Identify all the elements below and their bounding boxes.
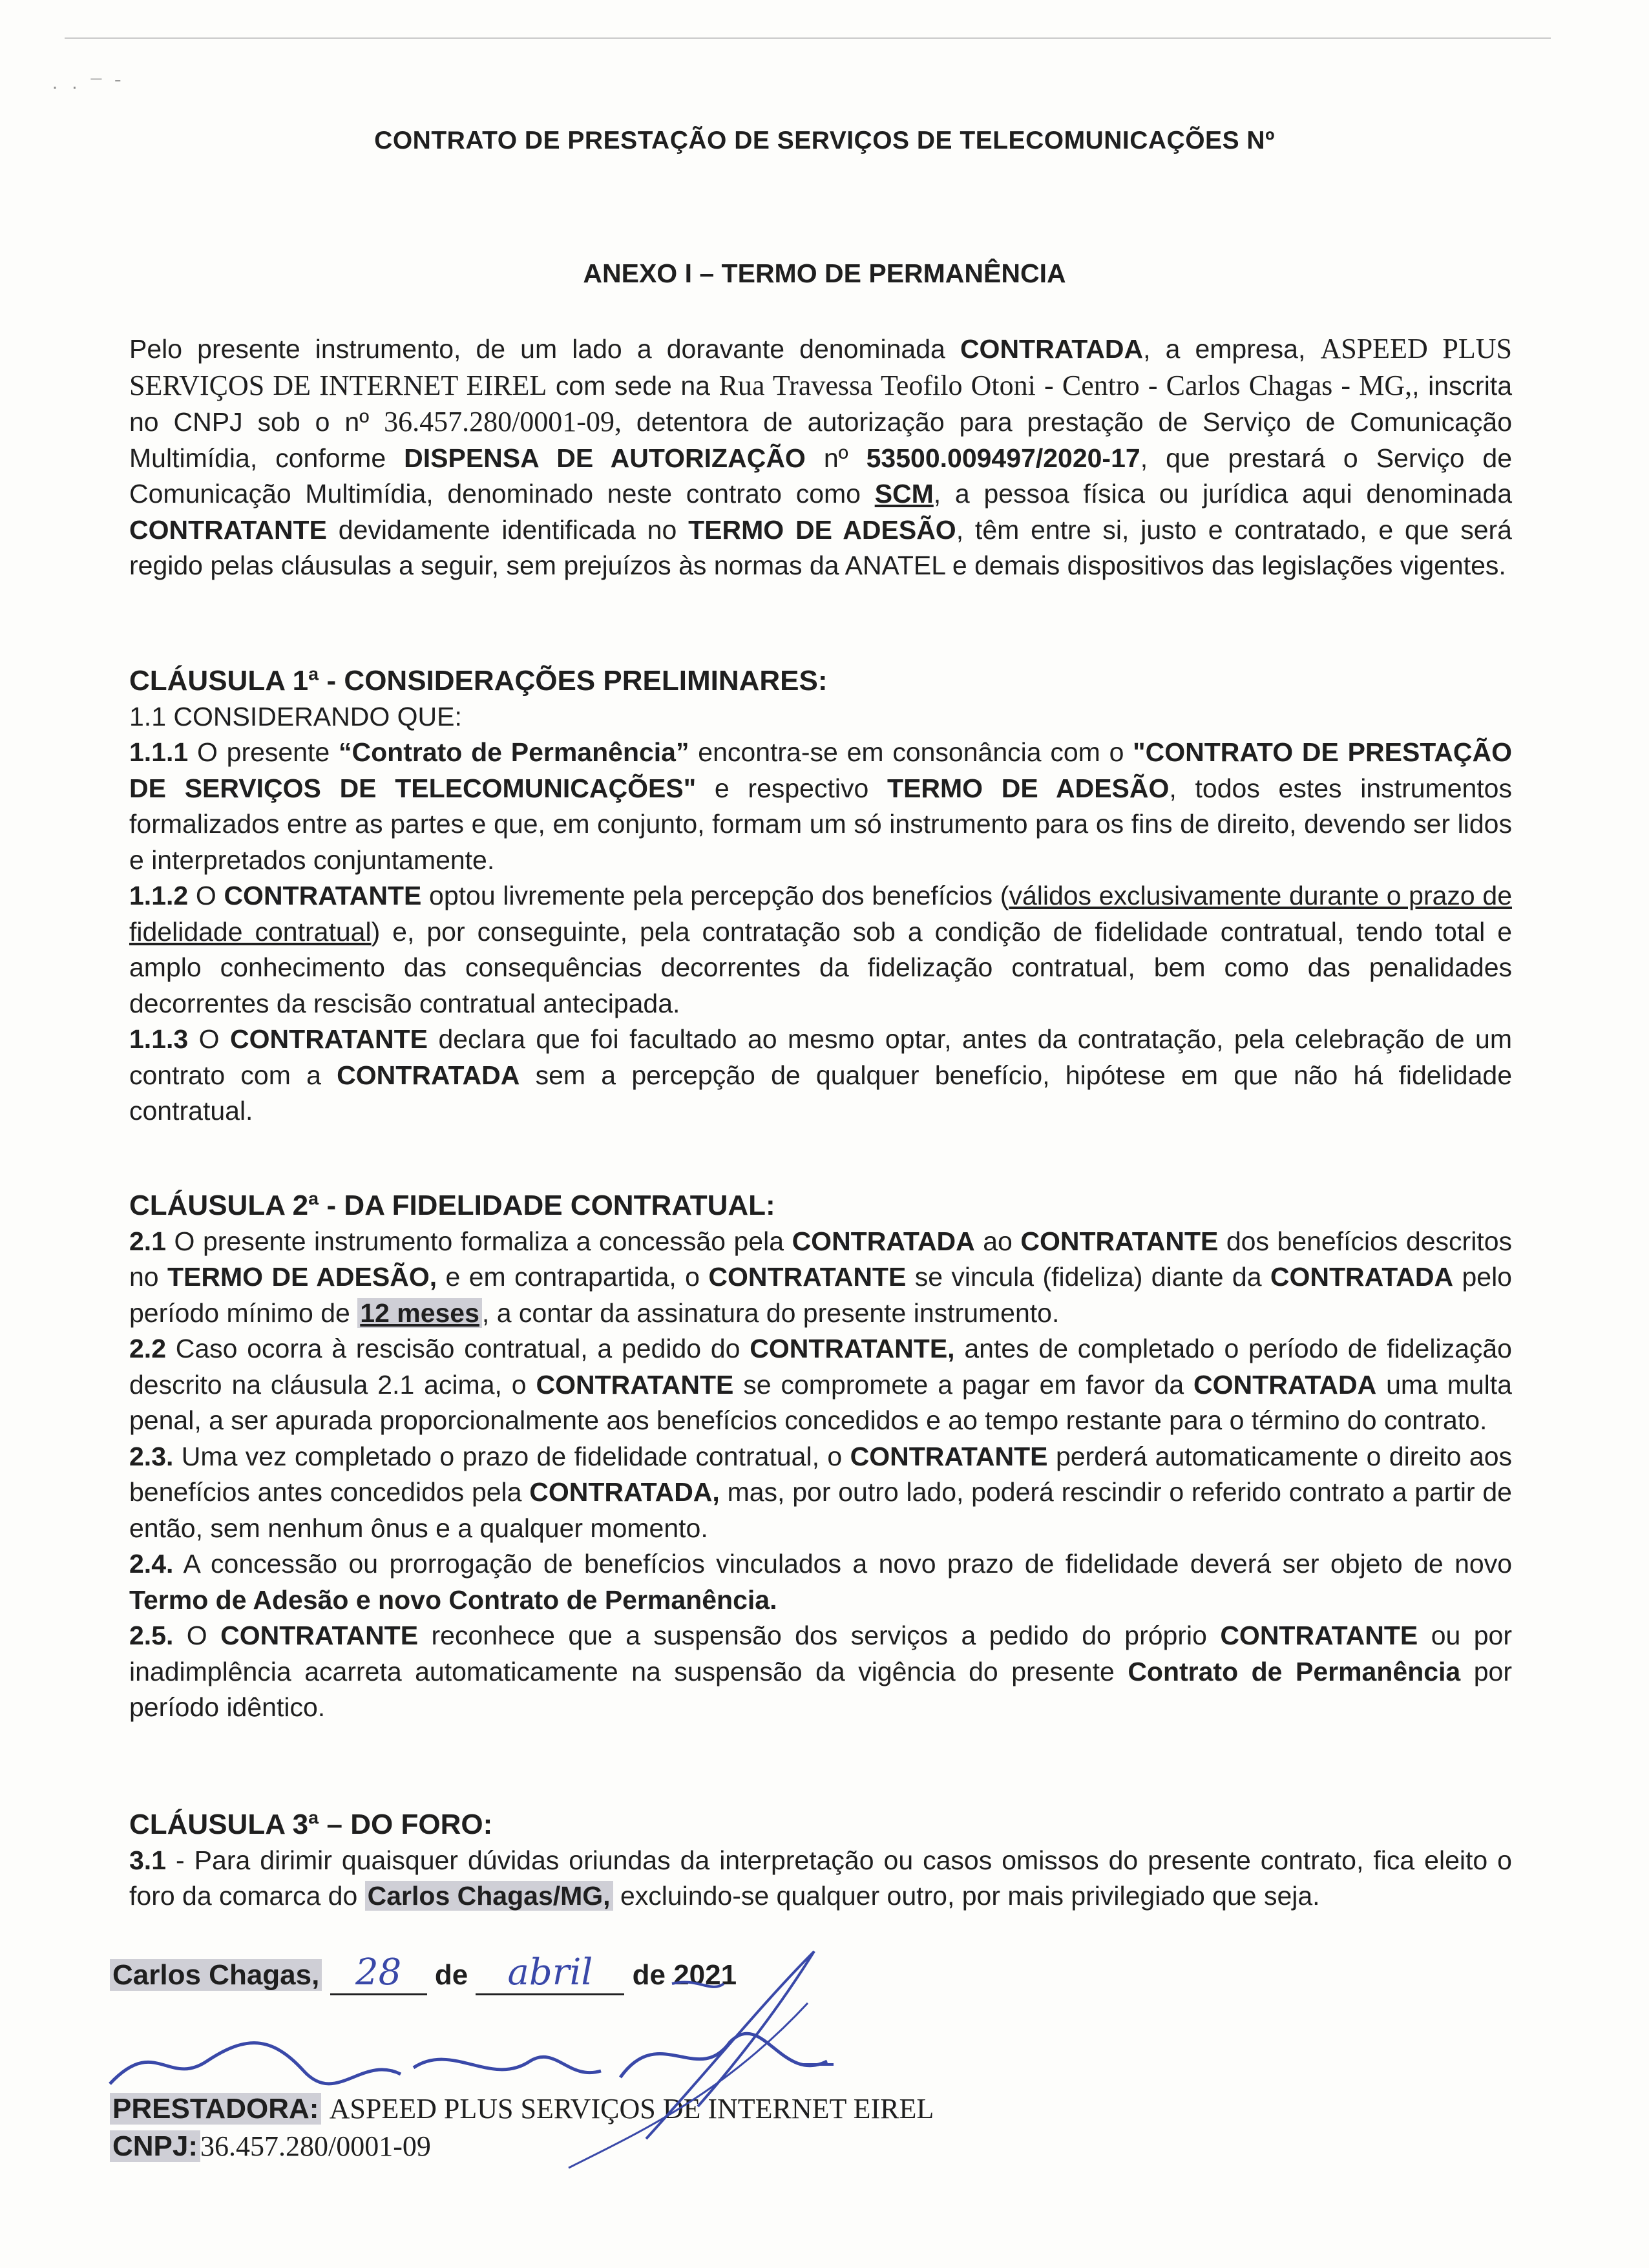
provider-name: ASPEED PLUS SERVIÇOS DE INTERNET EIREL [329,2093,934,2125]
fidelity-period-highlight: 12 meses [357,1298,482,1328]
scan-border-line [65,37,1551,39]
place-label: Carlos Chagas, [110,1959,322,1991]
provider-line [110,2092,1596,2125]
clause-1-1-2: 1.1.2 O CONTRATANTE optou livremente pela percepção dos benefícios (válidos exclusivamente durante o prazo de fidelidade contratual) e, por conseguinte, pela contratação sob a condição de fidelidade contratual, tendo total e amplo conhecimento das consequências decorrentes da fidelização contratual, bem como das penalidades decorrentes da rescisão contratual antecipada. [129,881,1513,1018]
provider-cnpj: 36.457.280/0001-09 [200,2130,431,2162]
clause-3 [129,1807,1512,1915]
clause-2 [129,1188,1512,1726]
cnpj-label: CNPJ: [110,2130,200,2162]
handwritten-month: abril [507,1951,593,1993]
clause-2-5: 2.5. O CONTRATANTE reconhece que a suspensão dos serviços a pedido do próprio CONTRATANTE ou por inadimplência acarreta automaticamente na suspensão da vigência do presente Contrato de Permanência por período idêntico. [129,1621,1513,1722]
clause-2-4: 2.4. A concessão ou prorrogação de benefícios vinculados a novo prazo de fidelidade deverá ser objeto de novo Termo de Adesão e novo Contrato de Permanência. [129,1549,1512,1615]
clause-2-heading: CLÁUSULA 2ª - DA FIDELIDADE CONTRATUAL: [129,1190,775,1221]
clause-2-3: 2.3. Uma vez completado o prazo de fidelidade contratual, o CONTRATANTE perderá automaticamente o direito aos benefícios antes concedidos pela CONTRATADA, mas, por outro lado, poderá rescindir o referido contrato a partir de então, sem nenhum ônus e a qualquer momento. [129,1441,1513,1543]
intro-paragraph: Pelo presente instrumento, de um lado a doravante denominada CONTRATADA, a empresa, ASPEED PLUS SERVIÇOS DE INTERNET EIREL com sede na Rua Travessa Teofilo Otoni - Centro - Carlos Chagas - MG,, inscrita no CNPJ sob o nº 36.457.280/0001-09, detentora de autorização para prestação de Serviço de Comunicação Multimídia, conforme DISPENSA DE AUTORIZAÇÃO nº 53500.009497/2020-17, que prestará o Serviço de Comunicação Multimídia, denominado neste contrato como SCM, a pessoa física ou jurídica aqui denominada CONTRATANTE devidamente identificada no TERMO DE ADESÃO, têm entre si, justo e contratado, e que será regido pelas cláusulas a seguir, sem prejuízos às normas da ANATEL e demais dispositivos das legislações vigentes. [129,333,1513,580]
clause-2-1: 2.1 O presente instrumento formaliza a concessão pela CONTRATADA ao CONTRATANTE dos benefícios descritos no TERMO DE ADESÃO, e em contrapartida, o CONTRATANTE se vincula (fideliza) diante da CONTRATADA pelo período mínimo de 12 meses, a contar da assinatura do presente instrumento. [129,1226,1513,1328]
clause-1-heading: CLÁUSULA 1ª - CONSIDERAÇÕES PRELIMINARES: [129,665,828,697]
clause-1 [129,663,1512,1129]
date-line [110,1951,1596,1995]
clause-3-1: 3.1 - Para dirimir quaisquer dúvidas oriundas da interpretação ou casos omissos do presente contrato, fica eleito o foro da comarca do Carlos Chagas/MG, excluindo-se qualquer outro, por mais privilegiado que seja. [129,1845,1512,1911]
scan-marks: · · ¯ ˉ [52,76,125,98]
clause-2-2: 2.2 Caso ocorra à rescisão contratual, a pedido do CONTRATANTE, antes de completado o período de fidelização descrito na cláusula 2.1 acima, o CONTRATANTE se compromete a pagar em favor da CONTRATADA uma multa penal, a ser apurada proporcionalmente aos benefícios concedidos e ao tempo restante para o término do contrato. [129,1334,1512,1435]
annex-title: ANEXO I – TERMO DE PERMANÊNCIA [583,258,1066,288]
date-de-1: de [434,1959,468,1991]
handwritten-day: 28 [355,1951,402,1993]
jurisdiction-highlight: Carlos Chagas/MG, [365,1881,613,1911]
provider-cnpj-line [110,2130,1596,2163]
clause-1-1-3: 1.1.3 O CONTRATANTE declara que foi facultado ao mesmo optar, antes da contratação, pela celebração de um contrato com a CONTRATADA sem a percepção de qualquer benefício, hipótese em que não há fidelidade contratual. [129,1024,1512,1126]
clause-3-heading: CLÁUSULA 3ª – DO FORO: [129,1809,493,1840]
provider-label: PRESTADORA: [110,2093,321,2125]
contract-title: CONTRATO DE PRESTAÇÃO DE SERVIÇOS DE TELECOMUNICAÇÕES Nº [374,127,1275,154]
clause-1-1-1: 1.1.1 O presente “Contrato de Permanência” encontra-se em consonância com o "CONTRATO DE PRESTAÇÃO DE SERVIÇOS DE TELECOMUNICAÇÕES" e respectivo TERMO DE ADESÃO, todos estes instrumentos formalizados entre as partes e que, em conjunto, formam um só instrumento para os fins de direito, devendo ser lidos e interpretados conjuntamente. [129,737,1513,875]
clause-1-1: 1.1 CONSIDERANDO QUE: [129,701,462,731]
date-year: de 2021 [632,1959,737,1991]
